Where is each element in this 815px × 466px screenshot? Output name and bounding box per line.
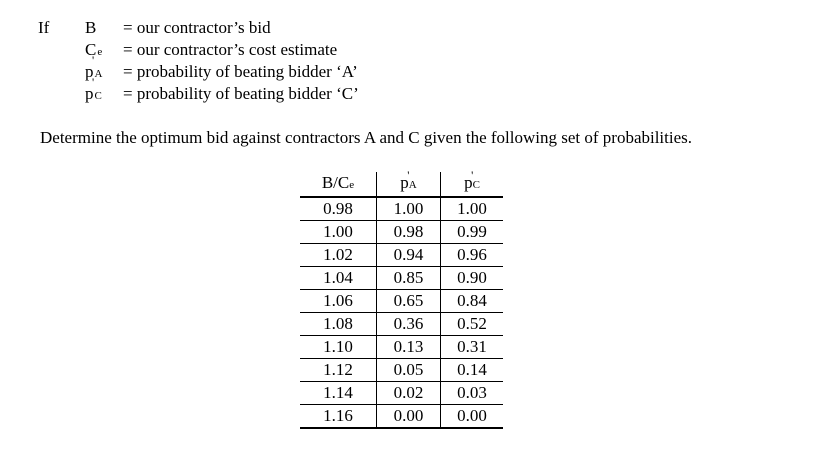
cell-probability-a: 0.85: [377, 267, 441, 290]
cell-bid-ratio: 1.04: [300, 267, 377, 290]
cell-bid-ratio: 1.02: [300, 244, 377, 267]
table-row: [300, 336, 503, 359]
definition-text: = our contractor’s bid: [123, 18, 271, 37]
table-row: [300, 197, 503, 221]
cell-probability-c: 0.84: [441, 290, 504, 313]
symbol-text: C: [85, 40, 97, 59]
if-label: If: [38, 18, 50, 37]
header-subscript: C: [472, 179, 480, 191]
cell-bid-ratio: 1.14: [300, 382, 377, 405]
cell-bid-ratio: 1.16: [300, 405, 377, 429]
header-bid-ratio: [300, 172, 377, 197]
header-subscript: e: [349, 179, 355, 191]
cell-probability-a: 0.65: [377, 290, 441, 313]
cell-probability-c: 0.90: [441, 267, 504, 290]
symbol-subscript: A: [94, 68, 103, 80]
symbol-subscript: e: [97, 46, 103, 58]
cell-probability-a: 0.13: [377, 336, 441, 359]
cell-bid-ratio: 1.12: [300, 359, 377, 382]
symbol-subscript: C: [94, 90, 102, 102]
cell-probability-a: 1.00: [377, 197, 441, 221]
cell-probability-c: 0.00: [441, 405, 504, 429]
cell-bid-ratio: 1.06: [300, 290, 377, 313]
definition-text: = our contractor’s cost estimate: [123, 40, 338, 59]
cell-probability-a: 0.98: [377, 221, 441, 244]
cell-probability-a: 0.94: [377, 244, 441, 267]
probability-table: [300, 172, 503, 429]
cell-probability-c: 0.99: [441, 221, 504, 244]
instruction-text: Determine the optimum bid against contractors A and C given the following set of probabilities.: [40, 128, 693, 147]
cell-probability-c: 0.96: [441, 244, 504, 267]
table-row: [300, 313, 503, 336]
table-row: [300, 244, 503, 267]
header-probability-c: [441, 172, 504, 197]
cell-probability-a: 0.36: [377, 313, 441, 336]
symbol-pc: [85, 84, 102, 104]
cell-bid-ratio: 0.98: [300, 197, 377, 221]
cell-probability-c: 0.31: [441, 336, 504, 359]
cell-probability-c: 0.14: [441, 359, 504, 382]
table-body: [300, 197, 503, 428]
cell-probability-a: 0.00: [377, 405, 441, 429]
definition-text: = probability of beating bidder ‘C’: [123, 84, 359, 103]
symbol-text: ' p: [85, 62, 94, 81]
table-row: [300, 267, 503, 290]
header-main: ' p: [400, 173, 409, 192]
cell-bid-ratio: 1.08: [300, 313, 377, 336]
table-row: [300, 359, 503, 382]
cell-probability-a: 0.05: [377, 359, 441, 382]
symbol-b: [85, 18, 96, 38]
cell-probability-c: 1.00: [441, 197, 504, 221]
symbol-text: ' p: [85, 84, 94, 103]
cell-bid-ratio: 1.00: [300, 221, 377, 244]
cell-probability-a: 0.02: [377, 382, 441, 405]
header-subscript: A: [408, 179, 417, 191]
table-header-row: [300, 172, 503, 197]
table-row: [300, 405, 503, 429]
header-main: ' p: [464, 173, 473, 192]
symbol-text: B: [85, 18, 97, 37]
cell-probability-c: 0.03: [441, 382, 504, 405]
table-row: [300, 290, 503, 313]
definition-text: = probability of beating bidder ‘A’: [123, 62, 358, 81]
cell-probability-c: 0.52: [441, 313, 504, 336]
header-probability-a: [377, 172, 441, 197]
header-main: B/C: [321, 173, 350, 192]
table-row: [300, 382, 503, 405]
table-row: [300, 221, 503, 244]
cell-bid-ratio: 1.10: [300, 336, 377, 359]
